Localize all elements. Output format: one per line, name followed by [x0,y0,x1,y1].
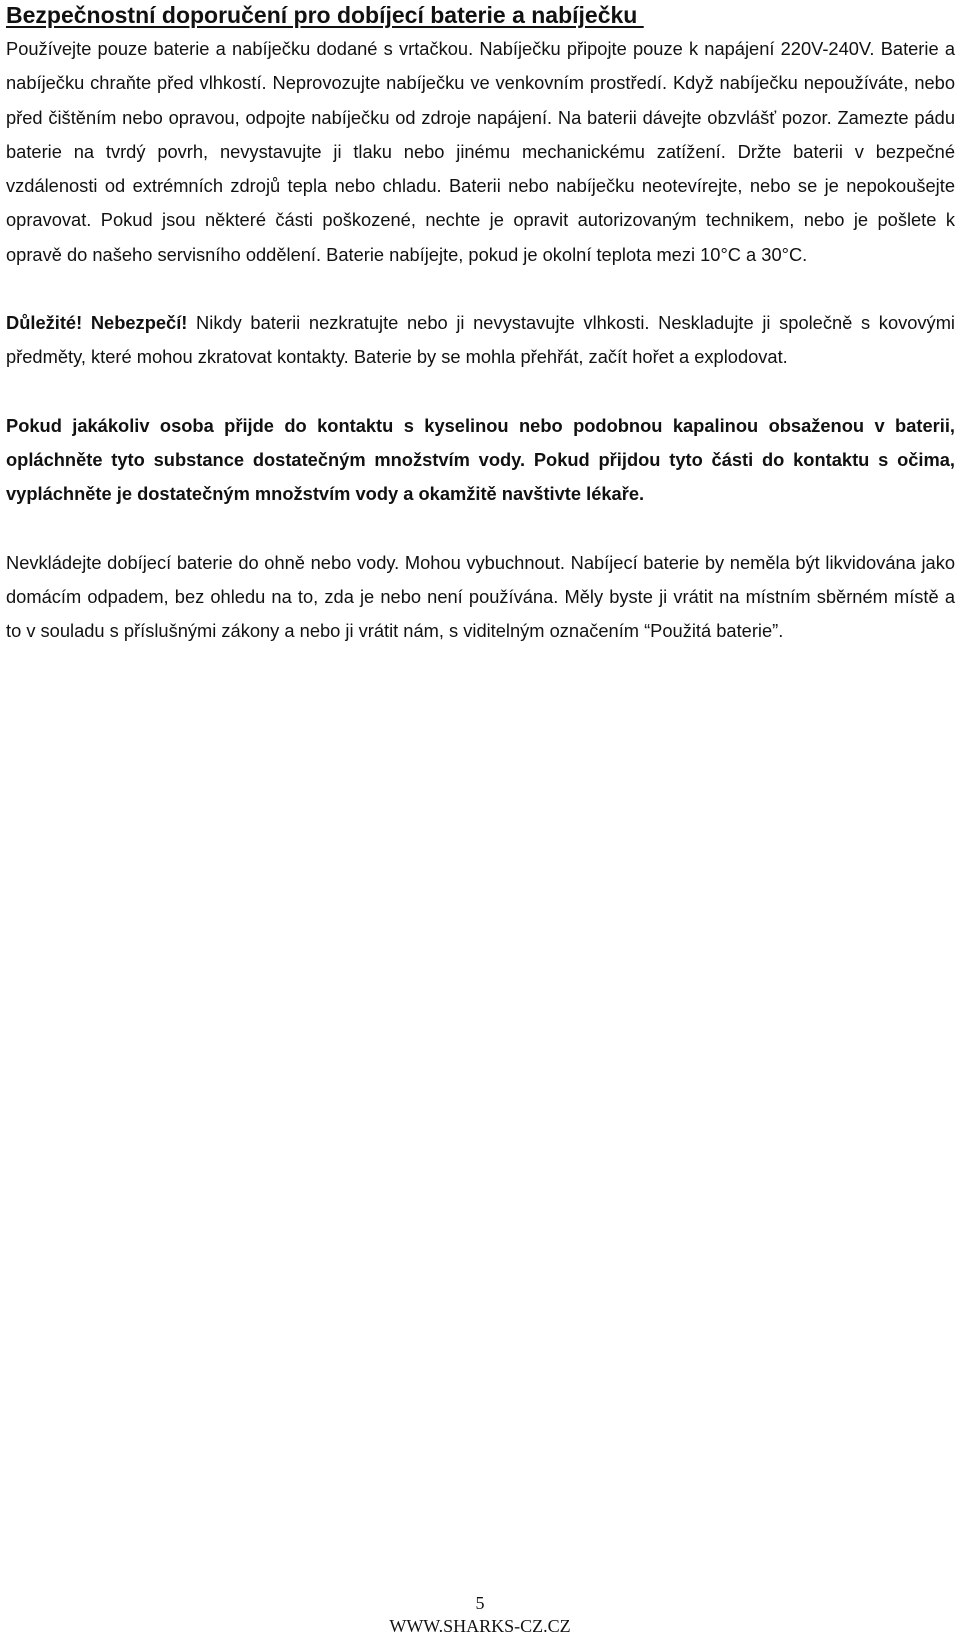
section-heading: Bezpečnostní doporučení pro dobíjecí baterie a nabíječku [6,2,644,28]
danger-label: Důležité! Nebezpečí! [6,312,188,334]
short-circuit-warning-text: Nikdy baterii nezkratujte nebo ji nevystavujte vlhkosti. Neskladujte ji společně s kovovými předměty, které mohou zkratovat kontakty. Baterie by se mohla přehřát, začít hořet a explodovat. [6,312,955,368]
acid-contact-paragraph: Pokud jakákoliv osoba přijde do kontaktu s kyselinou nebo podobnou kapalinou obsaženou v baterii, opláchněte tyto substance dostatečným množstvím vody. Pokud přijdou tyto části do kontaktu s očima, vypláchněte je dostatečným množstvím vody a okamžitě navštivte lékaře. [6,414,955,505]
page-number: 5 [475,1593,485,1613]
disposal-paragraph: Nevkládejte dobíjecí baterie do ohně nebo vody. Mohou vybuchnout. Nabíjecí baterie by neměla být likvidována jako domácím odpadem, bez ohledu na to, zda je nebo není používána. Měly byste ji vrátit na místním sběrném místě a to v souladu s příslušnými zákony a nebo ji vrátit nám, s viditelným označením “Použitá baterie”. [6,551,955,642]
short-circuit-warning-paragraph [6,306,955,375]
website-footer: WWW.SHARKS-CZ.CZ [389,1616,571,1636]
general-safety-paragraph: Používejte pouze baterie a nabíječku dodané s vrtačkou. Nabíječku připojte pouze k napájení 220V-240V. Baterie a nabíječku chraňte před vlhkostí. Neprovozujte nabíječku ve venkovním prostředí. Když nabíječku nepoužíváte, nebo před čištěním nebo opravou, odpojte nabíječku od zdroje napájení. Na baterii dávejte obzvlášť pozor. Zamezte pádu baterie na tvrdý povrh, nevystavujte ji tlaku nebo jinému mechanickému zatížení. Držte baterii v bezpečné vzdálenosti od extrémních zdrojů tepla nebo chladu. Baterii nebo nabíječku neotevírejte, nebo se je nepokoušejte opravovat. Pokud jsou některé části poškozené, nechte je opravit autorizovaným technikem, nebo je pošlete k opravě do našeho servisního oddělení. Baterie nabíjejte, pokud je okolní teplota mezi 10°C a 30°C. [6,38,955,265]
document-page [6,0,955,648]
